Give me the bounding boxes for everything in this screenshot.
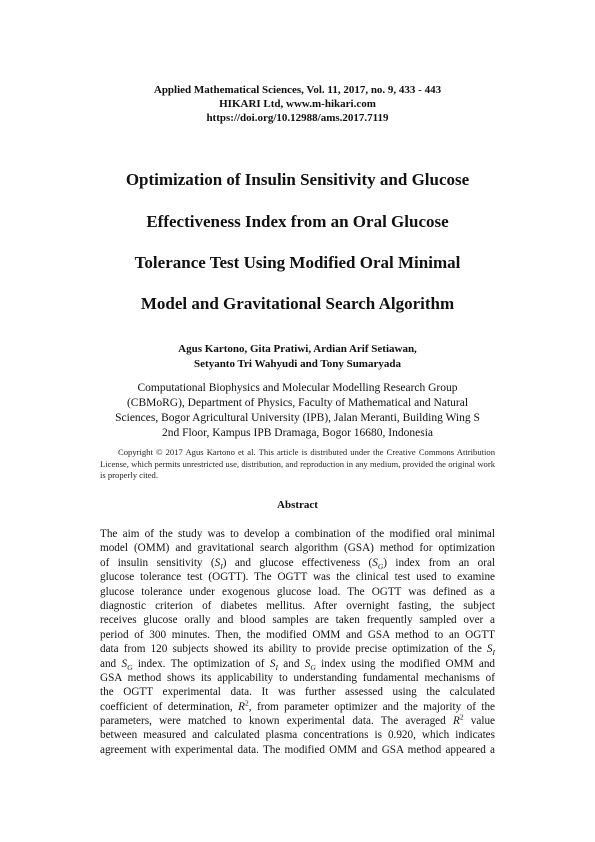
author-list bbox=[0, 342, 595, 372]
author-line: Agus Kartono, Gita Pratiwi, Ardian Arif Setiawan, bbox=[178, 343, 417, 355]
title-line: Model and Gravitational Search Algorithm bbox=[140, 294, 455, 313]
abstract-line: agreement with experimental data. The modified OMM and GSA method appeared a bbox=[100, 743, 495, 756]
abstract-line: diagnostic criterion of diabetes mellitus. After overnight fasting, the subject bbox=[100, 599, 495, 612]
abstract-line: between measured and calculated plasma concentrations is 0.920, which indicates bbox=[100, 729, 495, 742]
abstract-line: glucose tolerance under exogenous glucose load. The OGTT was defined as a bbox=[100, 585, 495, 598]
abstract-line: The aim of the study was to develop a combination of the modified oral minimal bbox=[100, 528, 495, 540]
publisher-line: HIKARI Ltd, www.m-hikari.com bbox=[219, 98, 376, 110]
abstract-body bbox=[100, 527, 495, 757]
abstract-line: parameters, were matched to known experimental data. The averaged $R^2$ value bbox=[100, 712, 496, 728]
abstract-line: period of 300 minutes. Then, the modified OMM and GSA method to an OGTT bbox=[100, 628, 495, 641]
abstract-heading: Abstract bbox=[277, 499, 318, 511]
abstract-line: the OGTT experimental data. It was further assessed using the calculated bbox=[100, 686, 495, 699]
affiliation-line: Computational Biophysics and Molecular Modelling Research Group bbox=[137, 382, 458, 394]
title-line: Effectiveness Index from an Oral Glucose bbox=[146, 212, 449, 231]
copyright-notice: Copyright © 2017 Agus Kartono et al. This article is distributed under the Creative Commons Attribution License, which permits unrestricted use, distribution, and reproduction in any medium, provided the original work is properly cited. bbox=[100, 447, 495, 481]
title-line: Optimization of Insulin Sensitivity and Glucose bbox=[125, 170, 470, 189]
journal-citation: Applied Mathematical Sciences, Vol. 11, 2017, no. 9, 433 - 443 bbox=[153, 84, 442, 96]
abstract-line: glucose tolerance test (OGTT). The OGTT was the clinical test used to examine bbox=[100, 571, 495, 584]
title-line: Tolerance Test Using Modified Oral Minimal bbox=[134, 253, 461, 272]
abstract-line: of insulin sensitivity $(S_I)$ and glucose effectiveness $(S_G)$ index from an oral bbox=[100, 556, 496, 572]
abstract-line: and $S_G$ index. The optimization of $S_I$ and $S_G$ index using the modified OMM and bbox=[100, 657, 496, 672]
abstract-line: GSA method shows its applicability to understanding fundamental mechanisms of bbox=[100, 671, 495, 684]
abstract-line: data from 120 subjects showed its ability to provide precise optimization of the $S_I$ bbox=[100, 643, 496, 658]
abstract-line: model (OMM) and gravitational search algorithm (GSA) method for optimization bbox=[100, 542, 495, 555]
affiliation-line: (CBMoRG), Department of Physics, Faculty of Mathematical and Natural bbox=[126, 397, 469, 409]
affiliation-line: 2nd Floor, Kampus IPB Dramaga, Bogor 16680, Indonesia bbox=[161, 427, 434, 439]
abstract-line: coefficient of determination, $R^2$, from parameter optimizer and the majority of the bbox=[100, 697, 496, 713]
author-line: Setyanto Tri Wahyudi and Tony Sumaryada bbox=[194, 358, 401, 370]
abstract-line: receives glucose orally and blood samples are taken frequently sampled over a bbox=[100, 614, 495, 627]
affiliation-line: Sciences, Bogor Agricultural University (IPB), Jalan Meranti, Building Wing S bbox=[115, 412, 480, 424]
doi-link[interactable]: https://doi.org/10.12988/ams.2017.7119 bbox=[206, 112, 389, 124]
journal-header bbox=[0, 83, 595, 125]
affiliation bbox=[100, 381, 495, 441]
